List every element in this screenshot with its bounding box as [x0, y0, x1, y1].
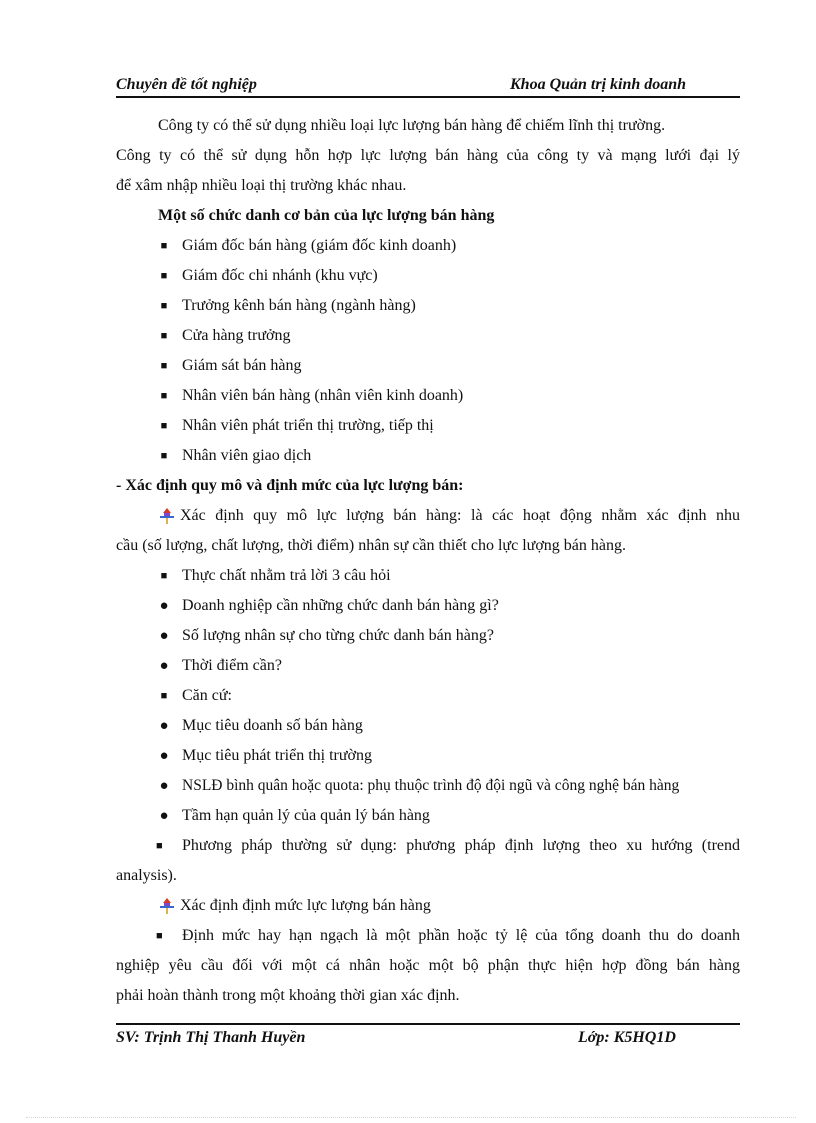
footer-left: SV: Trịnh Thị Thanh Huyền: [116, 1029, 306, 1046]
list-item-text: Trưởng kênh bán hàng (ngành hàng): [182, 297, 416, 314]
list-item-text: Nhân viên phát triển thị trường, tiếp thị: [182, 417, 434, 434]
list-item-text: Căn cứ:: [182, 687, 232, 704]
pushpin-icon: [158, 507, 176, 525]
list-item-text: Giám đốc chi nhánh (khu vực): [182, 267, 378, 284]
list-item: [116, 681, 740, 711]
pinned-heading-text: Xác định định mức lực lượng bán hàng: [180, 897, 431, 914]
list-item-text: Phương pháp thường sử dụng: phương pháp định lượng theo xu hướng (trend: [182, 837, 740, 854]
section-heading: Một số chức danh cơ bản của lực lượng bán hàng: [158, 207, 495, 224]
round-bullet-icon: ●: [159, 748, 169, 764]
list-item: [116, 231, 740, 261]
square-bullet-icon: ■: [160, 450, 168, 462]
square-bullet-icon: ■: [160, 240, 168, 252]
list-item: [116, 591, 740, 621]
header-left: Chuyên đề tốt nghiệp: [116, 76, 257, 93]
round-bullet-icon: ●: [159, 628, 169, 644]
list-item-text: Định mức hay hạn ngạch là một phần hoặc tỷ lệ của tổng doanh thu do doanh: [182, 927, 740, 944]
list-item: [116, 651, 740, 681]
section-heading: - Xác định quy mô và định mức của lực lượng bán:: [116, 477, 464, 494]
square-bullet-icon: ■: [160, 300, 168, 312]
header-rule: [116, 96, 740, 98]
list-item: [116, 381, 740, 411]
list-item-text: Mục tiêu doanh số bán hàng: [182, 717, 363, 734]
page-edge: [26, 1117, 796, 1118]
paragraph-line: Công ty có thể sử dụng nhiều loại lực lượng bán hàng để chiếm lĩnh thị trường.: [158, 117, 666, 134]
square-bullet-icon: ■: [160, 570, 168, 582]
list-item-text: Doanh nghiệp cần những chức danh bán hàng gì?: [182, 597, 499, 614]
paragraph-line: nghiệp yêu cầu đối với một cá nhân hoặc một bộ phận thực hiện hợp đồng bán hàng: [116, 957, 740, 974]
pinned-paragraph-line: [116, 501, 740, 531]
list-item: [116, 801, 740, 831]
square-bullet-icon: ■: [156, 840, 163, 852]
list-item: [116, 831, 740, 861]
paragraph-line: phải hoàn thành trong một khoảng thời gian xác định.: [116, 987, 460, 1004]
round-bullet-icon: ●: [159, 598, 169, 614]
list-item-text: Tầm hạn quản lý của quản lý bán hàng: [182, 807, 430, 824]
paragraph-line: analysis).: [116, 867, 177, 884]
page-footer: [116, 1029, 740, 1051]
square-bullet-icon: ■: [160, 360, 168, 372]
list-item: [116, 321, 740, 351]
round-bullet-icon: ●: [159, 718, 169, 734]
pushpin-icon: [158, 897, 176, 915]
round-bullet-icon: ●: [159, 658, 169, 674]
paragraph-text: Xác định quy mô lực lượng bán hàng: là các hoạt động nhằm xác định nhu: [180, 507, 740, 524]
square-bullet-icon: ■: [160, 270, 168, 282]
paragraph-line: Công ty có thể sử dụng hỗn hợp lực lượng bán hàng của công ty và mạng lưới đại lý: [116, 147, 740, 164]
square-bullet-icon: ■: [156, 930, 163, 942]
list-item: [116, 351, 740, 381]
list-item: [116, 441, 740, 471]
list-item-text: Giám đốc bán hàng (giám đốc kinh doanh): [182, 237, 457, 254]
list-item-text: Mục tiêu phát triển thị trường: [182, 747, 372, 764]
paragraph-line: để xâm nhập nhiều loại thị trường khác nhau.: [116, 177, 407, 194]
list-item: [116, 561, 740, 591]
list-item-text: Giám sát bán hàng: [182, 357, 302, 374]
pinned-heading: [116, 891, 740, 921]
list-item-text: Nhân viên giao dịch: [182, 447, 312, 464]
document-body: [116, 111, 740, 1011]
footer-rule: [116, 1023, 740, 1025]
list-item: [116, 261, 740, 291]
list-item: [116, 771, 740, 801]
list-item-text: Nhân viên bán hàng (nhân viên kinh doanh): [182, 387, 464, 404]
footer-right: Lớp: K5HQ1D: [578, 1029, 676, 1046]
header-right: Khoa Quản trị kinh doanh: [510, 76, 687, 93]
square-bullet-icon: ■: [160, 690, 168, 702]
list-item: [116, 621, 740, 651]
list-item: [116, 711, 740, 741]
list-item: [116, 291, 740, 321]
list-item-text: Thời điểm cần?: [182, 657, 282, 674]
square-bullet-icon: ■: [160, 390, 168, 402]
paragraph-line: cầu (số lượng, chất lượng, thời điểm) nhân sự cần thiết cho lực lượng bán hàng.: [116, 537, 626, 554]
square-bullet-icon: ■: [160, 420, 168, 432]
round-bullet-icon: ●: [159, 778, 169, 794]
list-item: [116, 921, 740, 951]
list-item-text: NSLĐ bình quân hoặc quota: phụ thuộc trình độ đội ngũ và công nghệ bán hàng: [182, 777, 680, 794]
round-bullet-icon: ●: [159, 808, 169, 824]
list-item-text: Cửa hàng trưởng: [182, 327, 291, 344]
list-item-text: Thực chất nhằm trả lời 3 câu hỏi: [182, 567, 391, 584]
list-item-text: Số lượng nhân sự cho từng chức danh bán hàng?: [182, 627, 494, 644]
list-item: [116, 411, 740, 441]
page-header: [116, 74, 740, 96]
square-bullet-icon: ■: [160, 330, 168, 342]
list-item: [116, 741, 740, 771]
